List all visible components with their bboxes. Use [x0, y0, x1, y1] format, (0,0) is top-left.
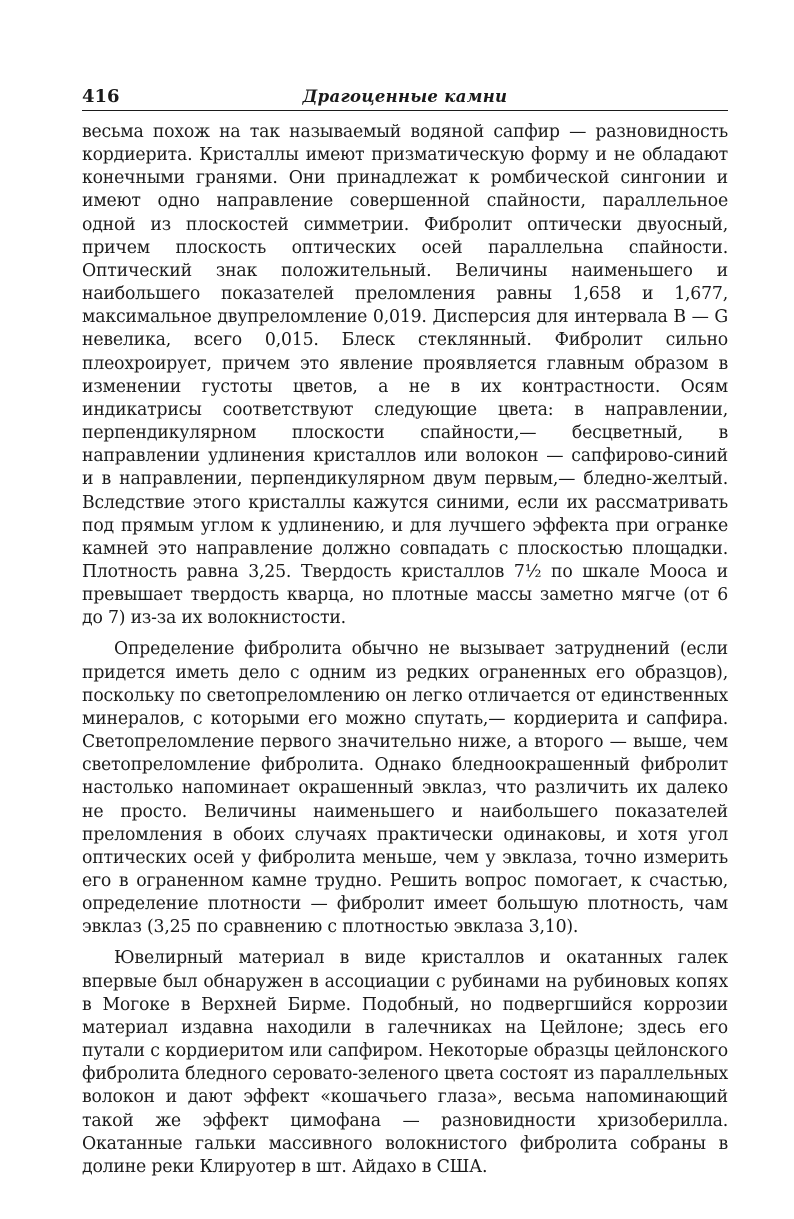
running-title: Драгоценные камни	[302, 87, 508, 106]
book-page	[82, 84, 728, 1179]
paragraph-2: Определение фибролита обычно не вызывает затруднений (если придется иметь дело с одним из редких ограненных его образцов), поскольку по светопреломлению он легко отличается от единственных минералов, с которыми его можно спутать,— кордиерита и сапфира. Светопреломление первого значительно ниже, а второго — выше, чем светопреломление фибролита. Однако бледноокрашенный фибролит настолько напоминает окрашенный эвклаз, что различить их далеко не просто. Величины наименьшего и наибольшего показателей преломления в обоих случаях практически одинаковы, и хотя угол оптических осей у фибролита меньше, чем у эвклаза, точно измерить его в ограненном камне трудно. Решить вопрос помогает, к счастью, определение плотности — фибролит имеет большую плотность, чам эвклаз (3,25 по сравнению с плотностью эвклаза 3,10).	[82, 639, 728, 938]
paragraph-1: весьма похож на так называемый водяной сапфир — разновидность кордиерита. Кристаллы имеют призматическую форму и не обладают конечными гранями. Они принадлежат к ромбической сингонии и имеют одно направление совершенной спайности, параллельное одной из плоскостей симметрии. Фибролит оптически двуосный, причем плоскость оптических осей параллельна спайности. Оптический знак положительный. Величины наименьшего и наибольшего показателей преломления равны 1,658 и 1,677, максимальное двупреломление 0,019. Дисперсия для интервала B — G невелика, всего 0,015. Блеск стеклянный. Фибролит сильно плеохроирует, причем это явление проявляется главным образом в изменении густоты цветов, а не в их контрастности. Осям индикатрисы соответствуют следующие цвета: в направлении, перпендикулярном плоскости спайности,— бесцветный, в направлении удлинения кристаллов или волокон — сапфирово-синий и в направлении, перпендикулярном двум первым,— бледно-желтый. Вследствие этого кристаллы кажутся синими, если их рассматривать под прямым углом к удлинению, и для лучшего эффекта при огранке камней это направление должно совпадать с плоскостью площадки. Плотность равна 3,25. Твердость кристаллов 7½ по шкале Мооса и превышает твердость кварца, но плотные массы заметно мягче (от 6 до 7) из-за их волокнистости.	[82, 122, 728, 629]
body-text	[82, 121, 728, 1179]
running-header	[82, 84, 728, 111]
page-number: 416	[82, 86, 120, 107]
paragraph-3: Ювелирный материал в виде кристаллов и окатанных галек впервые был обнаружен в ассоциации с рубинами на рубиновых копях в Могоке в Верхней Бирме. Подобный, но подвергшийся коррозии материал издавна находили в галечниках на Цейлоне; здесь его путали с кордиеритом или сапфиром. Некоторые образцы цейлонского фибролита бледного серовато-зеленого цвета состоят из параллельных волокон и дают эффект «кошачьего глаза», весьма напоминающий такой же эффект цимофана — разновидности хризоберилла. Окатанные гальки массивного волокнистого фибролита собраны в долине реки Клируотер в шт. Айдахо в США.	[82, 948, 728, 1177]
